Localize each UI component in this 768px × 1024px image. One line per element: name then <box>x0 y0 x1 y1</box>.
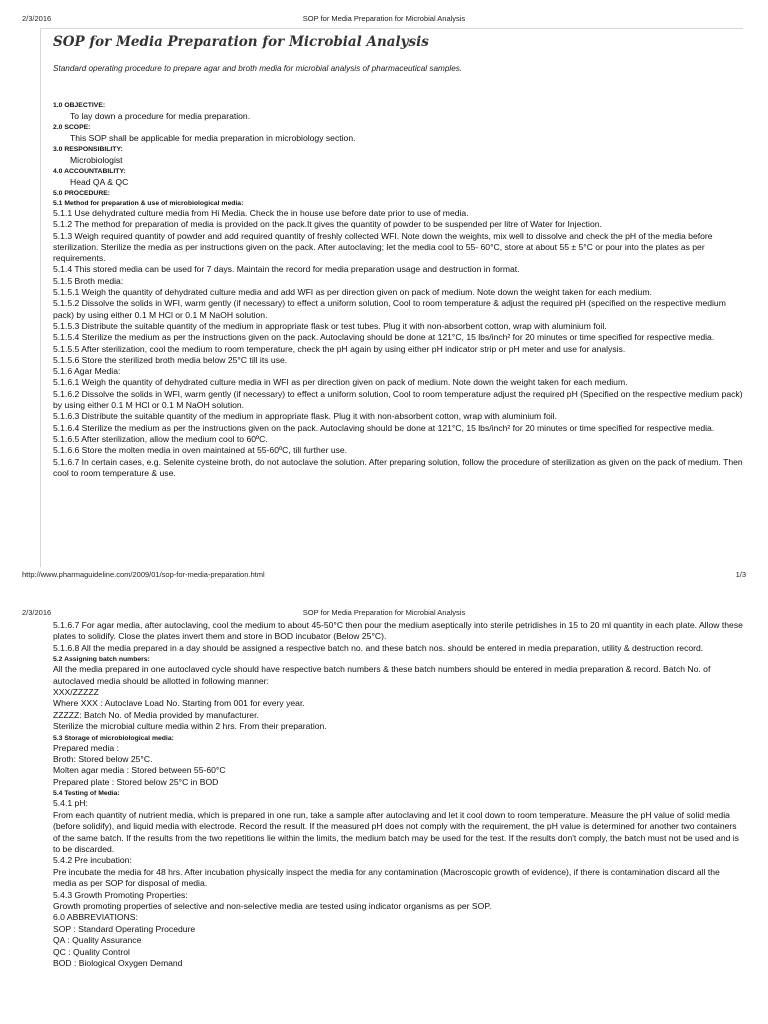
paragraph: This SOP shall be applicable for media preparation in microbiology section. <box>70 133 356 143</box>
paragraph: 5.1.5 Broth media: <box>53 275 124 286</box>
paragraph: 5.1.3 Weigh required quantity of powder and add required quantity of freshly collected WFI. Note down the weights, mix well to dissolve and check the pH of the media before sterilization. Sterilize the media as per instructions given on the pack. After autoclaving; let the media cool to 55- 60°C, store at about 55 ± 5°C or pour into the plates as per requirements. <box>53 230 713 264</box>
section-heading: 1.0 OBJECTIVE: <box>53 102 106 109</box>
paragraph: 5.1.2 The method for preparation of media is provided on the pack.It gives the quantity of powder to be suspended per litre of Water for Injection. <box>53 219 602 230</box>
paragraph: Prepared plate : Stored below 25°C in BOD <box>53 776 219 787</box>
page-1-content <box>53 34 743 479</box>
paragraph: XXX/ZZZZZ <box>53 687 99 698</box>
paragraph: 5.4.2 Pre incubation: <box>53 855 132 866</box>
paragraph: Growth promoting properties of selective and non-selective media are tested using indicator organisms as per SOP. <box>53 900 492 911</box>
paragraph: From each quantity of nutrient media, which is prepared in one run, take a sample after autoclaving and let it cool down to room temperature. Measure the pH value of solid media (before solidify), and liquid media with electrode. Record the result. If the measured pH does not comply with the requirement, the pH value is determined for another two containers of the same batch. If the results from the two repetitions lie within the limits, the medium batch may be used for the test. If the results don't comply, the batch must not be used and is to be discarded. <box>53 809 739 854</box>
paragraph: 5.1.5.4 Sterilize the medium as per the instructions given on the pack. Autoclaving should be done at 121°C, 15 lbs/inch² for 20 minutes or time specified for respective media. <box>53 332 715 343</box>
paragraph: 6.0 ABBREVIATIONS: <box>53 912 138 923</box>
paragraph: All the media prepared in one autoclaved cycle should have respective batch numbers & these batch numbers should be entered in media preparation & record. Batch No. of autoclaved media should be allotted in following manner: <box>53 664 711 686</box>
document-subtitle: Standard operating procedure to prepare agar and broth media for microbial analysis of pharmaceutical samples. <box>53 64 463 73</box>
print-date: 2/3/2016 <box>22 14 52 23</box>
paragraph: Molten agar media : Stored between 55-60°C <box>53 765 226 776</box>
paragraph: 5.1.5.1 Weigh the quantity of dehydrated culture media and add WFI as per direction given on pack of medium. Note down the weight taken for each medium. <box>53 287 652 298</box>
section-heading: 5.1 Method for preparation & use of microbiological media: <box>53 200 244 207</box>
page-1-body <box>53 101 743 479</box>
section-heading: 4.0 ACCOUNTABILITY: <box>53 168 126 175</box>
section-heading: 2.0 SCOPE: <box>53 124 91 131</box>
section-heading: 3.0 RESPONSIBILITY: <box>53 146 123 153</box>
paragraph: Head QA & QC <box>70 177 129 187</box>
paragraph: 5.4.3 Growth Promoting Properties: <box>53 889 188 900</box>
paragraph: 5.1.6.7 For agar media, after autoclaving, cool the medium to about 45-50°C then pour the medium aseptically into sterile petridishes in 15 to 20 ml quantity in each plate. Allow these plates to solidify. Close the plates invert them and store in BOD incubator (Below 25°C). <box>53 620 743 642</box>
paragraph: QC : Quality Control <box>53 946 130 957</box>
document-title: SOP for Media Preparation for Microbial Analysis <box>53 34 429 50</box>
section-heading: 5.0 PROCEDURE: <box>53 190 111 197</box>
paragraph: 5.1.4 This stored media can be used for 7 days. Maintain the record for media preparation usage and destruction in format. <box>53 264 520 275</box>
paragraph: 5.1.6 Agar Media: <box>53 366 121 377</box>
paragraph: 5.1.5.5 After sterilization, cool the medium to room temperature, check the pH again by using either pH indicator strip or pH meter and use for analysis. <box>53 343 626 354</box>
running-title: SOP for Media Preparation for Microbial Analysis <box>302 608 466 617</box>
page-2-content <box>53 620 743 969</box>
print-date: 2/3/2016 <box>22 608 52 617</box>
paragraph: Where XXX : Autoclave Load No. Starting from 001 for every year. <box>53 698 305 709</box>
page-number: 1/3 <box>735 570 746 579</box>
paragraph: ZZZZZ: Batch No. of Media provided by manufacturer. <box>53 709 259 720</box>
paragraph: Broth: Stored below 25°C. <box>53 754 153 765</box>
paragraph: 5.1.6.8 All the media prepared in a day should be assigned a respective batch no. and these batch nos. should be entered in media preparation, utility & destruction record. <box>53 642 704 653</box>
paragraph: 5.4.1 pH: <box>53 798 88 809</box>
paragraph: To lay down a procedure for media preparation. <box>70 111 251 121</box>
paragraph: Pre incubate the media for 48 hrs. After incubation physically inspect the media for any contamination (Macroscopic growth of evidence), if there is contamination discard all the media as per SOP for disposal of media. <box>53 866 720 889</box>
source-url[interactable]: http://www.pharmaguideline.com/2009/01/sop-for-media-preparation.html <box>22 570 265 579</box>
paragraph: 5.1.6.7 In certain cases, e.g. Selenite cysteine broth, do not autoclave the solution. After preparing solution, follow the procedure of sterilization as given on the pack of medium. Then cool to room temperature & use. <box>53 456 743 478</box>
section-heading: 5.4 Testing of Media: <box>53 790 120 798</box>
paragraph: QA : Quality Assurance <box>53 935 142 946</box>
paragraph: 5.1.6.3 Distribute the suitable quantity of the medium in appropriate flask. Plug it with non-absorbent cotton, wrap with aluminium foil. <box>53 411 557 422</box>
paragraph: 5.1.5.2 Dissolve the solids in WFI, warm gently (if necessary) to effect a uniform solution, Cool to room temperature & adjust the required pH (specified on the respective medium pack) by using either 0.1 M HCl or 0.1 M NaOH solution. <box>53 298 726 320</box>
paragraph: Sterilize the microbial culture media within 2 hrs. From their preparation. <box>53 721 327 732</box>
paragraph: 5.1.6.2 Dissolve the solids in WFI, warm gently (if necessary) to effect a uniform solution, Cool to room temperature adjust the required pH (Specified on the respective medium pack) by using either 0.1 M HCl or 0.1 M NaOH solution. <box>53 388 743 411</box>
paragraph: Prepared media : <box>53 742 119 753</box>
running-title: SOP for Media Preparation for Microbial Analysis <box>302 14 466 23</box>
section-heading: 5.2 Assigning batch numbers: <box>53 656 150 664</box>
paragraph: 5.1.1 Use dehydrated culture media from Hi Media. Check the in house use before date prior to use of media. <box>53 208 469 218</box>
paragraph: 5.1.6.1 Weigh the quantity of dehydrated culture media in WFI as per direction given on pack of medium. Note down the weight taken for each medium. <box>53 377 628 388</box>
paragraph: 5.1.6.5 After sterilization, allow the medium cool to 60ºC. <box>53 433 268 444</box>
pdf-page-2 <box>0 600 768 1024</box>
paragraph: BOD : Biological Oxygen Demand <box>53 957 183 968</box>
page-2-body <box>53 620 743 969</box>
section-heading: 5.3 Storage of microbiological media: <box>53 734 174 742</box>
paragraph: 5.1.6.6 Store the molten media in oven maintained at 55-60ºC, till further use. <box>53 445 348 456</box>
paragraph: SOP : Standard Operating Procedure <box>53 923 196 934</box>
paragraph: 5.1.5.6 Store the sterilized broth media below 25°C till its use. <box>53 354 288 365</box>
paragraph: Microbiologist <box>70 155 123 165</box>
paragraph: 5.1.6.4 Sterilize the medium as per the instructions given on the pack. Autoclaving should be done at 121°C, 15 lbs/inch² for 20 minutes or time specified for respective media. <box>53 422 715 433</box>
paragraph: 5.1.5.3 Distribute the suitable quantity of the medium in appropriate flask or test tubes. Plug it with non-absorbent cotton, wrap with aluminium foil. <box>53 320 607 331</box>
